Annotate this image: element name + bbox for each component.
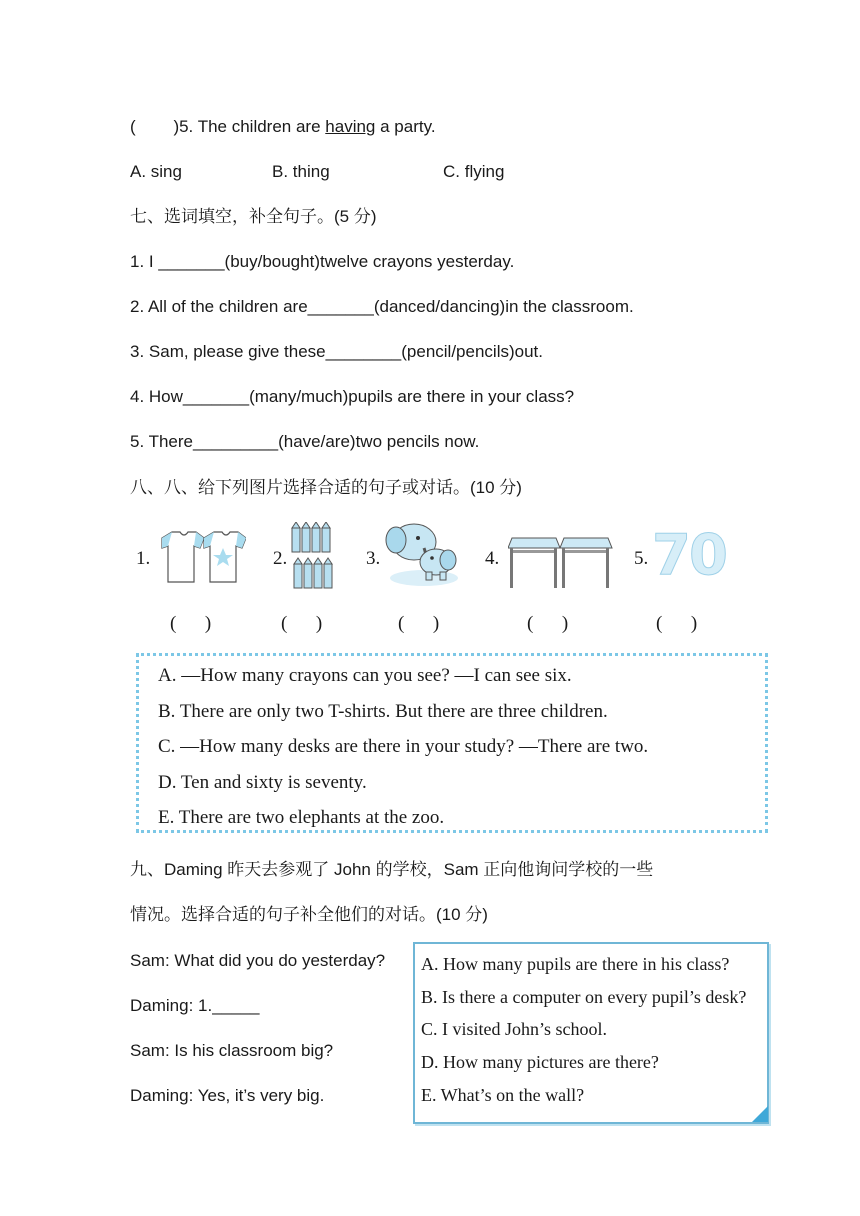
card-option-a: A. How many pupils are there in his class? bbox=[421, 954, 730, 974]
option-c: C. flying bbox=[443, 162, 505, 181]
fill-item-4: 4. How_______(many/much)pupils are there in your class? bbox=[130, 387, 575, 406]
question-5-underlined-word: having bbox=[325, 117, 376, 136]
picture-1-number: 1. bbox=[136, 548, 151, 569]
answer-paren-3[interactable]: ( ) bbox=[398, 613, 440, 634]
page-fold-icon bbox=[752, 1106, 768, 1122]
box-option-b: B. There are only two T-shirts. But there are three children. bbox=[158, 701, 608, 722]
picture-4-number: 4. bbox=[485, 548, 500, 569]
t-shirts-icon bbox=[156, 530, 246, 586]
answer-paren-1[interactable]: ( ) bbox=[170, 613, 212, 634]
picture-3-number: 3. bbox=[366, 548, 381, 569]
dialogue-line-3: Sam: Is his classroom big? bbox=[130, 1041, 334, 1060]
box-option-c: C. —How many desks are there in your study? —There are two. bbox=[158, 736, 649, 757]
fill-item-5: 5. There_________(have/are)two pencils now. bbox=[130, 432, 480, 451]
card-option-b: B. Is there a computer on every pupil’s desk? bbox=[421, 987, 747, 1007]
box-option-d: D. Ten and sixty is seventy. bbox=[158, 772, 367, 793]
answer-paren-4[interactable]: ( ) bbox=[527, 613, 569, 634]
crayons-icon bbox=[290, 522, 336, 592]
card-option-c: C. I visited John’s school. bbox=[421, 1019, 608, 1039]
fill-item-1: 1. I _______(buy/bought)twelve crayons yesterday. bbox=[130, 252, 515, 271]
fill-item-3: 3. Sam, please give these________(pencil/pencils)out. bbox=[130, 342, 543, 361]
card-option-e: E. What’s on the wall? bbox=[421, 1085, 585, 1105]
section-7-heading: 七、选词填空，补全句子。(5 分) bbox=[130, 207, 377, 226]
dialogue-line-2: Daming: 1._____ bbox=[130, 996, 260, 1015]
desks-icon bbox=[508, 534, 614, 590]
box-option-e: E. There are two elephants at the zoo. bbox=[158, 807, 445, 828]
dialogue-line-4: Daming: Yes, it’s very big. bbox=[130, 1086, 325, 1105]
answer-paren-2[interactable]: ( ) bbox=[281, 613, 323, 634]
elephants-icon bbox=[384, 518, 464, 590]
box-option-a: A. —How many crayons can you see? —I can see six. bbox=[158, 665, 572, 686]
fill-item-2: 2. All of the children are_______(danced/dancing)in the classroom. bbox=[130, 297, 634, 316]
question-5-suffix: a party. bbox=[375, 117, 436, 136]
answer-paren-5[interactable]: ( ) bbox=[656, 613, 698, 634]
section-9-heading-line-2: 情况。选择合适的句子补全他们的对话。(10 分) bbox=[130, 905, 488, 924]
picture-5-number: 5. bbox=[634, 548, 649, 569]
section-8-heading: 八、八、给下列图片选择合适的句子或对话。(10 分) bbox=[130, 478, 522, 497]
dialogue-line-1: Sam: What did you do yesterday? bbox=[130, 951, 386, 970]
number-70-icon: 70 bbox=[652, 523, 726, 588]
section-9-heading-line-1: 九、Daming 昨天去参观了 John 的学校，Sam 正向他询问学校的一些 bbox=[130, 860, 654, 879]
option-b: B. thing bbox=[272, 162, 330, 181]
card-option-d: D. How many pictures are there? bbox=[421, 1052, 659, 1072]
question-5 bbox=[130, 116, 436, 138]
picture-2-number: 2. bbox=[273, 548, 288, 569]
option-a: A. sing bbox=[130, 162, 182, 181]
question-5-prefix: ( )5. The children are bbox=[130, 117, 326, 136]
